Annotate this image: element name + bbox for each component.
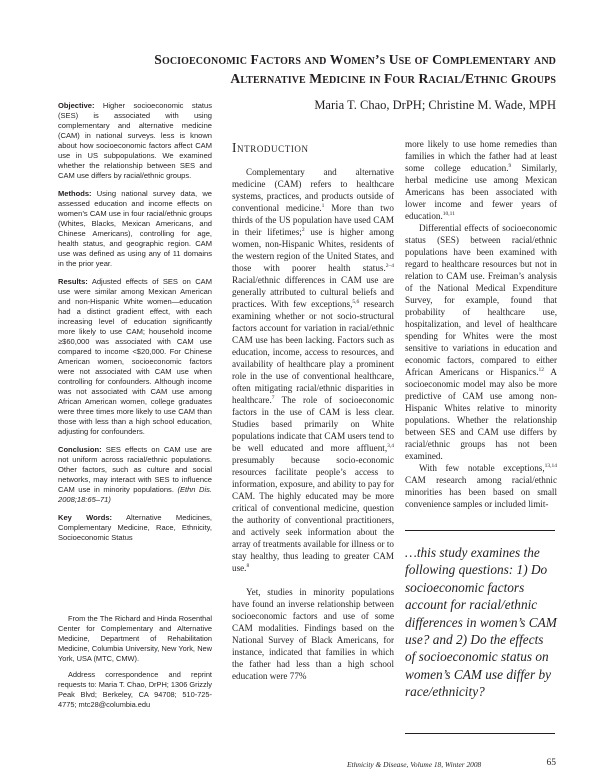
conclusion-label: Conclusion: [58,445,102,454]
pullquote-rule-top [405,530,555,531]
citation: (Ethn Dis. 2008;18:65–71) [58,485,212,504]
affiliation: From the The Richard and Hinda Rosenthal Center for Complementary and Alternative Medicine, Department of Rehabilitation Medicine, Columbia University, New York, New York, USA (MTC, CMW). [58,614,212,663]
methods-label: Methods: [58,189,92,198]
correspondence: Address correspondence and reprint requests to: Maria T. Chao, DrPH; 1306 Grizzly Peak Blvd; Berkeley, CA 94708; 510-725-4775; mtc28@columbia.edu [58,670,212,709]
body-column-2 [232,166,394,682]
article-title [60,50,556,88]
pullquote: …this study examines the following questions: 1) Do socioeconomic factors account for racial/ethnic differences in women’s CAM use? and 2) Do the effects of socioeconomic status on women’s CAM use differ by race/ethnicity? [405,545,557,700]
pullquote-rule-bottom [405,733,555,734]
abstract-objective [58,101,212,181]
paragraph: Yet, studies in minority populations have found an inverse relationship between socioeconomic factors and use of some CAM modalities. Findings based on the National Survey of Black Americans, for instance, indicated that families in which the father had less than a high school education were 77% [232,587,394,681]
paragraph: more likely to use home remedies than families in which the father had at least some college education.$^9$ Similarly, herbal medicine use among Mexican Americans has been associated with lower income and fewer years of education.$^{10,11}$ [405,139,557,221]
keywords-text: Alternative Medicines, Complementary Medicine, Race, Ethnicity, Socioeconomic Status [58,513,213,542]
paragraph: Differential effects of socioeconomic status (SES) between racial/ethnic populations have been examined with regard to healthcare resources but not in relation to CAM use. Freiman’s analysis of the National Medical Expenditure Survey, for example, found that probability of healthcare use, hospitalization, and level of healthcare spending for Whites were the most sensitive to variations in education and economic factors, compared to either African Americans or Hispanics.$^{12}$ A socioeconomic model may also be more predictive of CAM use among non-Hispanic Whites relative to minority populations. Whether the relationship between SES and CAM use differs by racial/ethnic groups has not been examined. [405,223,557,461]
authors: Maria T. Chao, DrPH; Christine M. Wade, MPH [314,98,556,112]
paragraph: With few notable exceptions,$^{13,14}$ CAM research among racial/ethnic minorities has been based on small convenience samples or included limit- [405,462,557,509]
abstract-results [58,277,212,437]
objective-text: Higher socioeconomic status (SES) is associated with using complementary and alternative medicine (CAM) in national surveys. less is known about how socioeconomic factors affect CAM use in US subpopulations. We examined whether the relationship between SES and CAM use differs by racial/ethnic groups. [58,101,212,180]
body-column-3 [405,138,557,510]
results-label: Results: [58,277,88,286]
page-number: 65 [546,758,556,768]
section-heading-introduction: Introduction [232,140,309,155]
abstract-conclusion [58,445,212,505]
keywords-label: Key Words: [58,513,113,522]
abstract-keywords [58,513,212,543]
methods-text: Using national survey data, we assessed education and income effects on women’s CAM use in four racial/ethnic groups (Whites, Blacks, Mexican Americans, and Chinese Americans), controlling for age, health status, and geographic region. CAM use was defined as using any of 11 domains in the prior year. [58,189,212,268]
paragraph: Complementary and alternative medicine (CAM) refers to healthcare systems, practices, and products outside of conventional medicine.$^1$ More than two thirds of the US population have used CAM in their lifetimes;$^2$ use is higher among women, non-Hispanic Whites, residents of the western region of the United States, and those with poorer health status.$^{2-4}$ Racial/ethnic differences in CAM use are generally attributed to cultural beliefs and practices. With few exceptions,$^{5,6}$ research examining whether or not socio-structural factors account for variation in racial/ethnic CAM use has been lacking. Factors such as education, income, access to resources, and availability of healthcare play a prominent role in the use of conventional healthcare, often mitigating racial/ethnic disparities in healthcare.$^7$ The role of socioeconomic factors in the use of CAM is less clear. Studies based primarily on White populations indicate that CAM users tend to be well educated and more affluent,$^{3,4}$ presumably because socio-economic resources facilitate people’s access to information, exposure, and ability to pay for CAM. The highly educated may be more critical of conventional medicine, question the authority of conventional practitioners, and actively seek information about the array of treatments available for illness or to stay healthy, thus leading to greater CAM use.$^8$ [232,167,394,573]
title-line-1: Socioeconomic Factors and Women’s Use of Complementary and [154,52,556,67]
abstract-methods [58,189,212,269]
results-text: Adjusted effects of SES on CAM use were similar among Mexican American and non-Hispanic White women—education had a distinct gradient effect, with each increasing level of education significantly more likely to use CAM; household income ≥$60,000 was associated with CAM use compared to income <$20,000. For Chinese American women, socioeconomic factors were not associated with CAM use when controlling for confounders. Although income was not associated with CAM use among African American women, college graduates were three times more likely to use CAM than those with less than a high school education, adjusting for confounders. [58,277,213,436]
title-line-2: Alternative Medicine in Four Racial/Ethnic Groups [230,71,556,86]
journal-footer: Ethnicity & Disease, Volume 18, Winter 2008 [347,760,482,769]
objective-label: Objective: [58,101,95,110]
front-matter-notes [58,614,212,718]
conclusion-text: SES effects on CAM use are not uniform across racial/ethnic populations. Other factors, such as culture and social networks, may interact with SES to influence CAM use in minority populations. [58,445,213,494]
abstract [58,101,212,551]
